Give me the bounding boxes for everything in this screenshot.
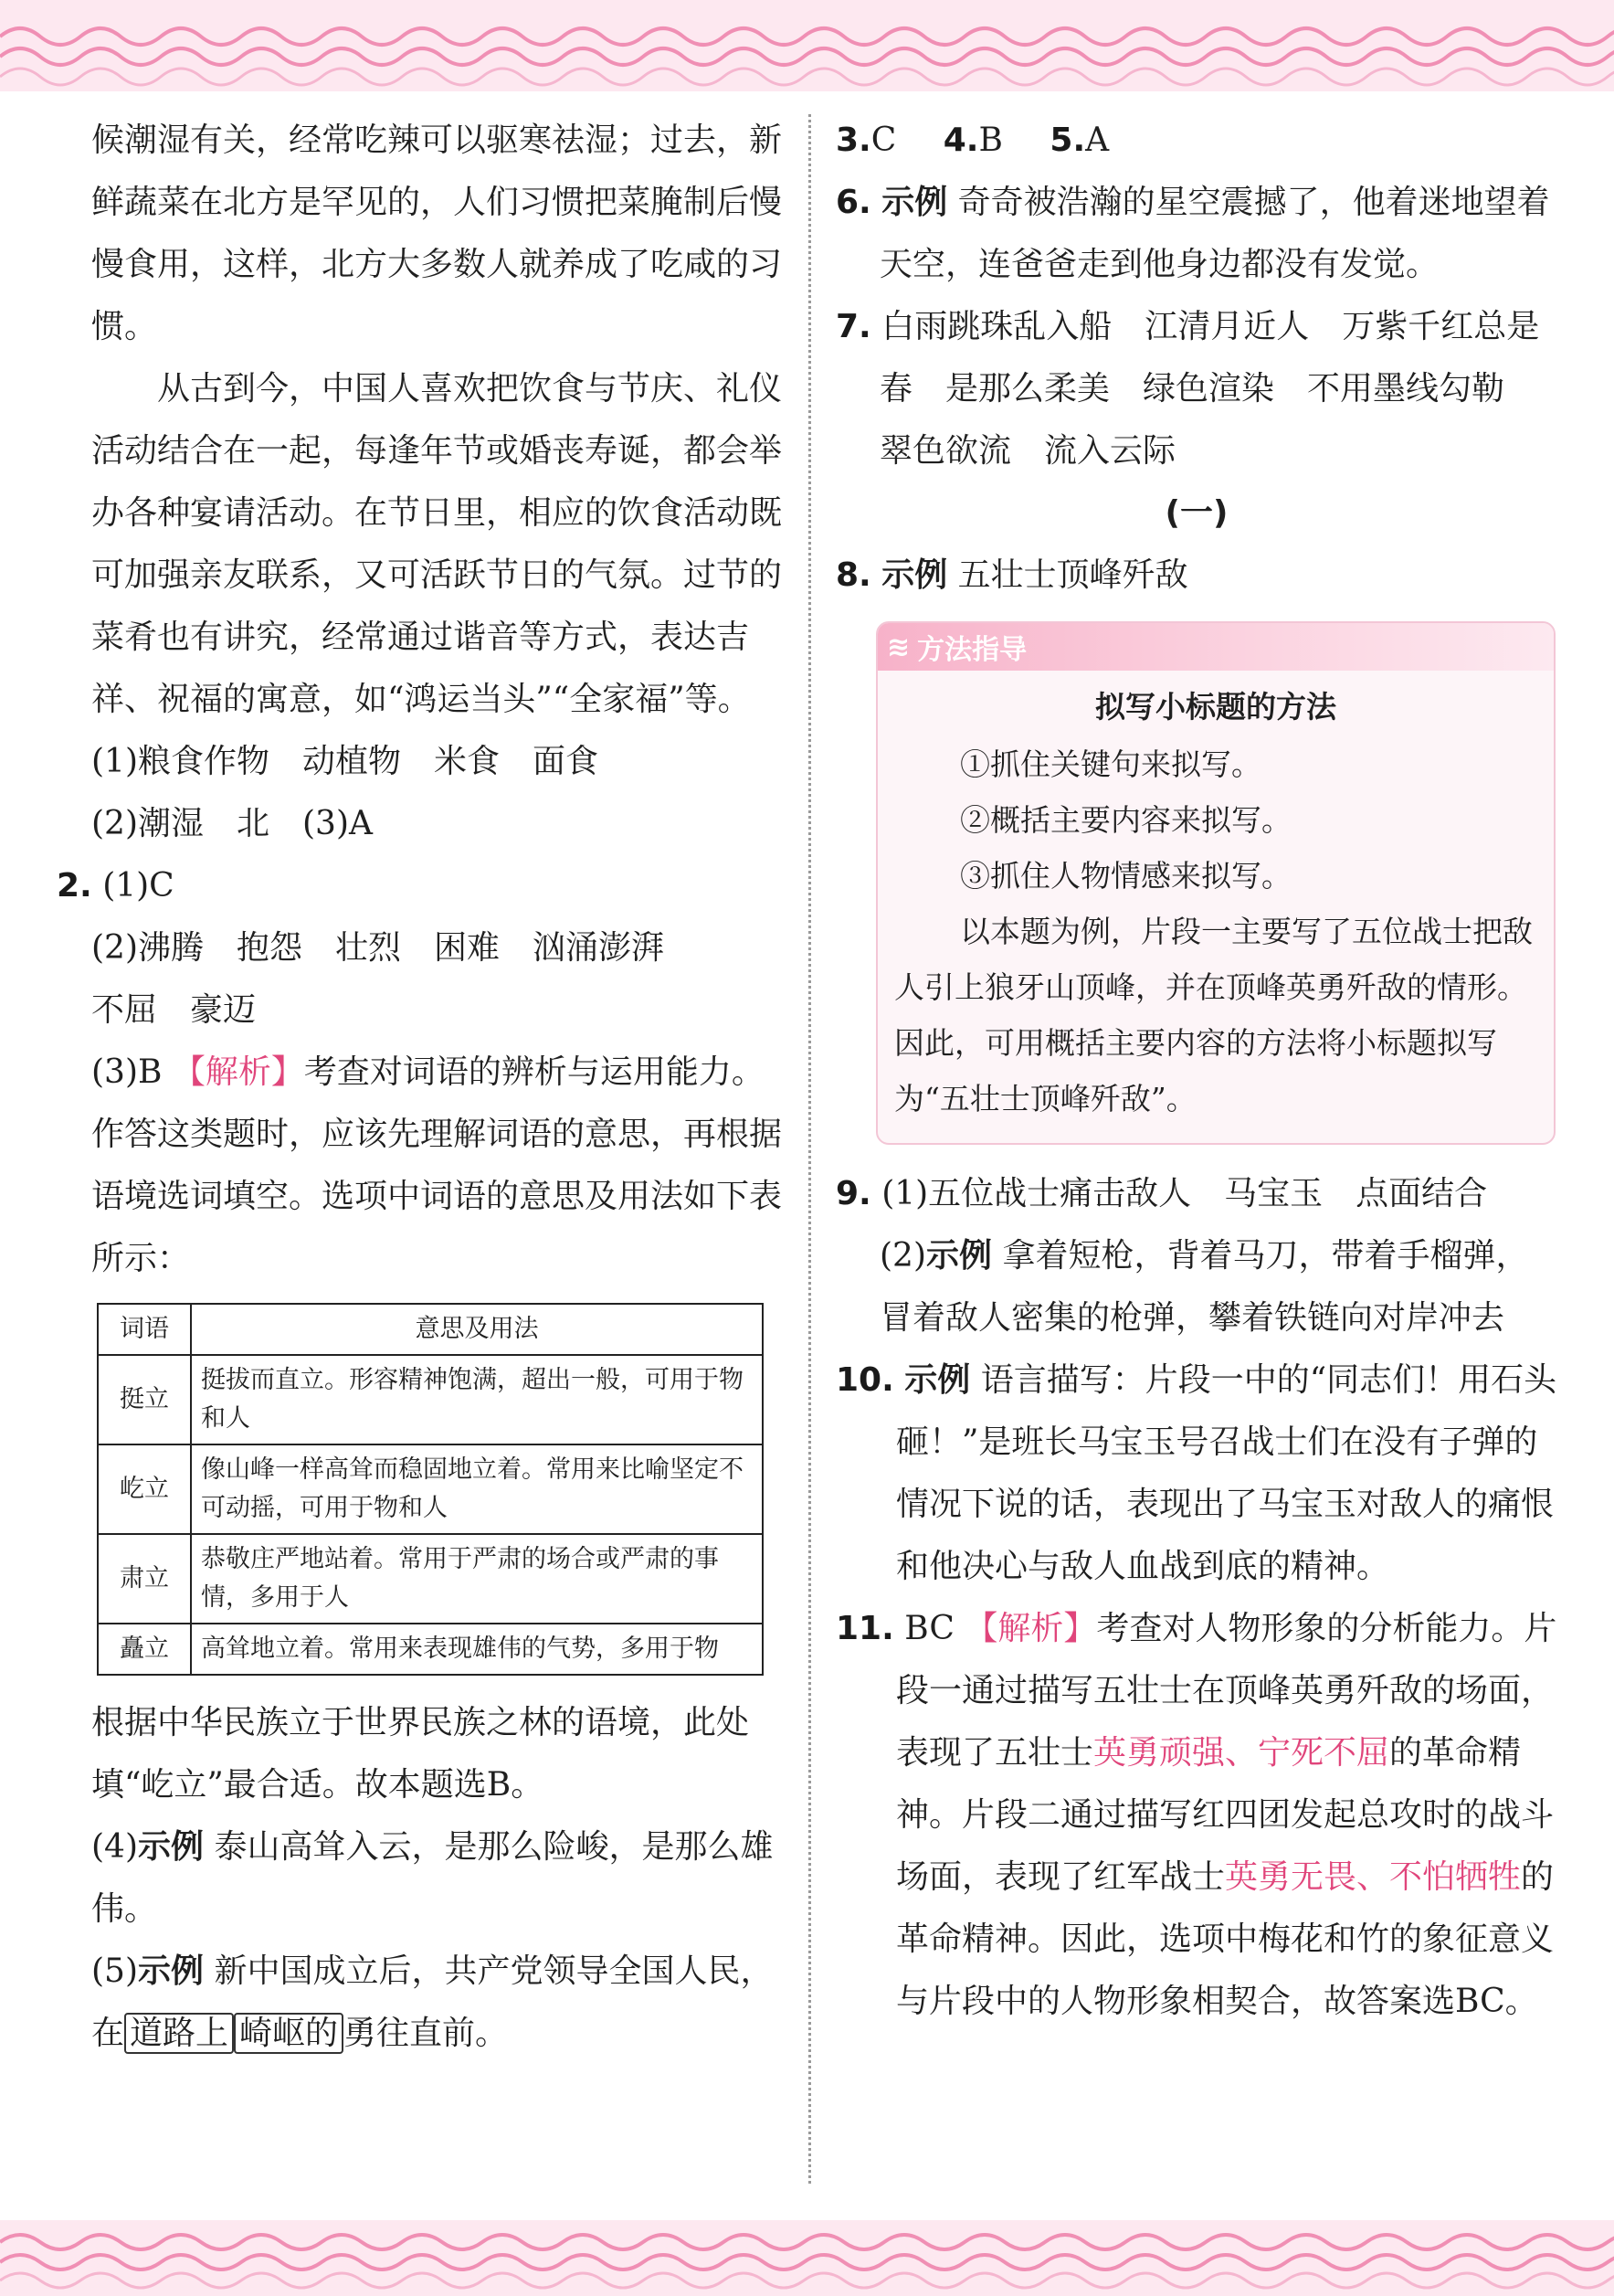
example-label: 示例 — [138, 1952, 205, 1990]
analysis-text: 的革命精神。片段二通过描写红四团发起总攻时的战斗场面，表现了红军战士 — [896, 1734, 1555, 1896]
answer-text: 语言描写：片段一中的“同志们！用石头砸！”是班长马宝玉号召战士们在没有子弹的情况下说的话，表现出了马宝玉对敌人的痛恨和他决心与敌人血战到底的精神。 — [896, 1361, 1557, 1585]
top-wave-decoration — [0, 0, 1614, 91]
question-number: 8. — [836, 556, 871, 594]
question-number: 7. — [836, 308, 871, 345]
question-number: 6. — [836, 184, 871, 221]
table-row — [98, 1534, 763, 1624]
question-2-part-5 — [91, 1941, 786, 2065]
paragraph-festivals: 从古到今，中国人喜欢把饮食与节庆、礼仪活动结合在一起，每逢年节或婚丧寿诞，都会举办各种宴请活动。在节日里，相应的饮食活动既可加强亲友联系，又可活跃节日的气氛。过节的菜肴也有讲究，经常通过谐音等方式，表达吉祥、祝福的寓意，如“鸿运当头”“全家福”等。 — [91, 370, 783, 718]
highlight-text: 英勇无畏、不怕牺牲 — [1225, 1858, 1522, 1896]
paragraph-continued: 候潮湿有关，经常吃辣可以驱寒祛湿；过去，新鲜蔬菜在北方是罕见的，人们习惯把菜腌制后慢慢食用，这样，北方大多数人就养成了吃咸的习惯。 — [91, 122, 783, 345]
question-number: 9. — [836, 1175, 871, 1212]
example-label: 示例 — [904, 1361, 971, 1399]
example-text: 泰山高耸入云，是那么险峻，是那么雄伟。 — [91, 1828, 774, 1928]
answer-value: B — [978, 122, 1003, 159]
question-2-part-1 — [57, 855, 786, 917]
question-number: 4. — [943, 122, 979, 159]
answer-text: 拿着短枪，背着马刀，带着手榴弹，冒着敌人密集的枪弹，攀着铁链向对岸冲去 — [880, 1237, 1529, 1337]
boxed-word: 崎岖的 — [234, 2013, 343, 2054]
method-item: ②概括主要内容来拟写。 — [960, 802, 1292, 838]
table-cell-word: 肃立 — [98, 1534, 191, 1624]
question-number: 3. — [836, 122, 871, 159]
question-number: 11. — [836, 1610, 894, 1647]
answer-text: 白雨跳珠乱入船 江清月近人 万紫千红总是春 是那么柔美 绿色渲染 不用墨线勾勒 翠色欲流 流入云际 — [880, 308, 1540, 470]
table-cell-word: 矗立 — [98, 1624, 191, 1675]
waves-icon: ≋ — [887, 630, 911, 663]
question-2-part-2a: (2)沸腾 抱怨 壮烈 困难 汹涌澎湃 — [91, 929, 664, 967]
table-cell-meaning: 挺拔而直立。形容精神饱满，超出一般，可用于物和人 — [191, 1355, 763, 1444]
highlight-text: 英勇顽强、宁死不屈 — [1093, 1734, 1390, 1772]
example-label: 示例 — [881, 556, 948, 594]
method-item: ③抓住人物情感来拟写。 — [960, 858, 1292, 894]
answer-prefix: (2) — [880, 1237, 926, 1275]
method-body: 以本题为例，片段一主要写了五位战士把敌人引上狼牙山顶峰，并在顶峰英勇歼敌的情形。因此，可用概括主要内容的方法将小标题拟写为“五壮士顶峰歼敌”。 — [894, 914, 1533, 1116]
example-text-end: 勇往直前。 — [343, 2015, 509, 2052]
table-header-row — [98, 1304, 763, 1355]
answer-1-2: (2)潮湿 北 (3)A — [91, 805, 373, 842]
question-2-part-3 — [91, 1042, 786, 1290]
example-label: 示例 — [881, 184, 948, 221]
table-conclusion: 根据中华民族立于世界民族之林的语境，此处填“屹立”最合适。故本题选B。 — [91, 1704, 750, 1804]
table-header-meaning: 意思及用法 — [191, 1304, 763, 1355]
method-guide-box — [876, 621, 1556, 1145]
question-11 — [836, 1598, 1557, 2033]
analysis-text: 考查对人物形象的分析能力。片段一通过描写五壮士在顶峰英勇歼敌的场面，表现了五壮士 — [896, 1610, 1557, 1772]
table-cell-meaning: 高耸地立着。常用来表现雄伟的气势，多用于物 — [191, 1624, 763, 1675]
answer-value: BC — [904, 1610, 955, 1647]
table-row — [98, 1444, 763, 1534]
answer-prefix: (3)B — [91, 1053, 163, 1091]
table-cell-word: 屹立 — [98, 1444, 191, 1534]
column-divider — [808, 114, 811, 2184]
answer-prefix: (4) — [91, 1828, 138, 1866]
question-9-part-2 — [836, 1225, 1557, 1349]
table-row — [98, 1355, 763, 1444]
example-label: 示例 — [138, 1828, 205, 1866]
question-2-part-4 — [91, 1816, 786, 1941]
answer-value: A — [1085, 122, 1110, 159]
question-2-part-2b: 不屈 豪迈 — [91, 991, 257, 1029]
method-guide-title: 拟写小标题的方法 — [1095, 689, 1336, 725]
method-guide-label: 方法指导 — [917, 634, 1028, 666]
question-7 — [836, 296, 1557, 482]
table-row — [98, 1624, 763, 1675]
table-header-word: 词语 — [98, 1304, 191, 1355]
answer-text: (1)五位战士痛击敌人 马宝玉 点面结合 — [881, 1175, 1488, 1212]
bottom-wave-decoration — [0, 2220, 1614, 2296]
question-10 — [836, 1349, 1557, 1598]
example-label: 示例 — [926, 1237, 993, 1275]
boxed-word: 道路上 — [124, 2013, 234, 2054]
left-column — [57, 110, 786, 2195]
answer-text: 五壮士顶峰歼敌 — [957, 556, 1188, 594]
table-cell-meaning: 恭敬庄严地站着。常用于严肃的场合或严肃的事情，多用于人 — [191, 1534, 763, 1624]
example-text: 新中国成立后，共产党领导全国人民，在 — [91, 1952, 774, 2052]
definitions-table — [97, 1303, 764, 1676]
question-8 — [836, 545, 1557, 607]
question-9-part-1 — [836, 1163, 1557, 1225]
method-item: ①抓住关键句来拟写。 — [960, 746, 1261, 782]
question-number: 2. — [57, 867, 92, 905]
right-column — [836, 110, 1557, 2195]
answer-value: C — [870, 122, 897, 159]
answer-text: 奇奇被浩瀚的星空震撼了，他着迷地望着天空，连爸爸走到他身边都没有发觉。 — [880, 184, 1550, 283]
section-title: (一) — [1165, 494, 1229, 532]
question-number: 5. — [1050, 122, 1086, 159]
analysis-text: 的革命精神。因此，选项中梅花和竹的象征意义与片段中的人物形象相契合，故答案选BC。 — [896, 1858, 1555, 2020]
table-cell-word: 挺立 — [98, 1355, 191, 1444]
analysis-text: 考查对词语的辨析与运用能力。作答这类题时，应该先理解词语的意思，再根据语境选词填空。选项中词语的意思及用法如下表所示： — [91, 1053, 783, 1277]
analysis-label: 【解析】 — [172, 1053, 304, 1091]
question-number: 10. — [836, 1361, 894, 1399]
analysis-label: 【解析】 — [965, 1610, 1097, 1647]
answer-1-1: (1)粮食作物 动植物 米食 面食 — [91, 743, 598, 780]
method-guide-header — [878, 623, 1554, 671]
table-cell-meaning: 像山峰一样高耸而稳固地立着。常用来比喻坚定不可动摇，可用于物和人 — [191, 1444, 763, 1534]
question-6 — [836, 172, 1557, 296]
answers-3-5 — [836, 110, 1557, 172]
answer-prefix: (5) — [91, 1952, 138, 1990]
answer-text: (1)C — [102, 867, 174, 905]
